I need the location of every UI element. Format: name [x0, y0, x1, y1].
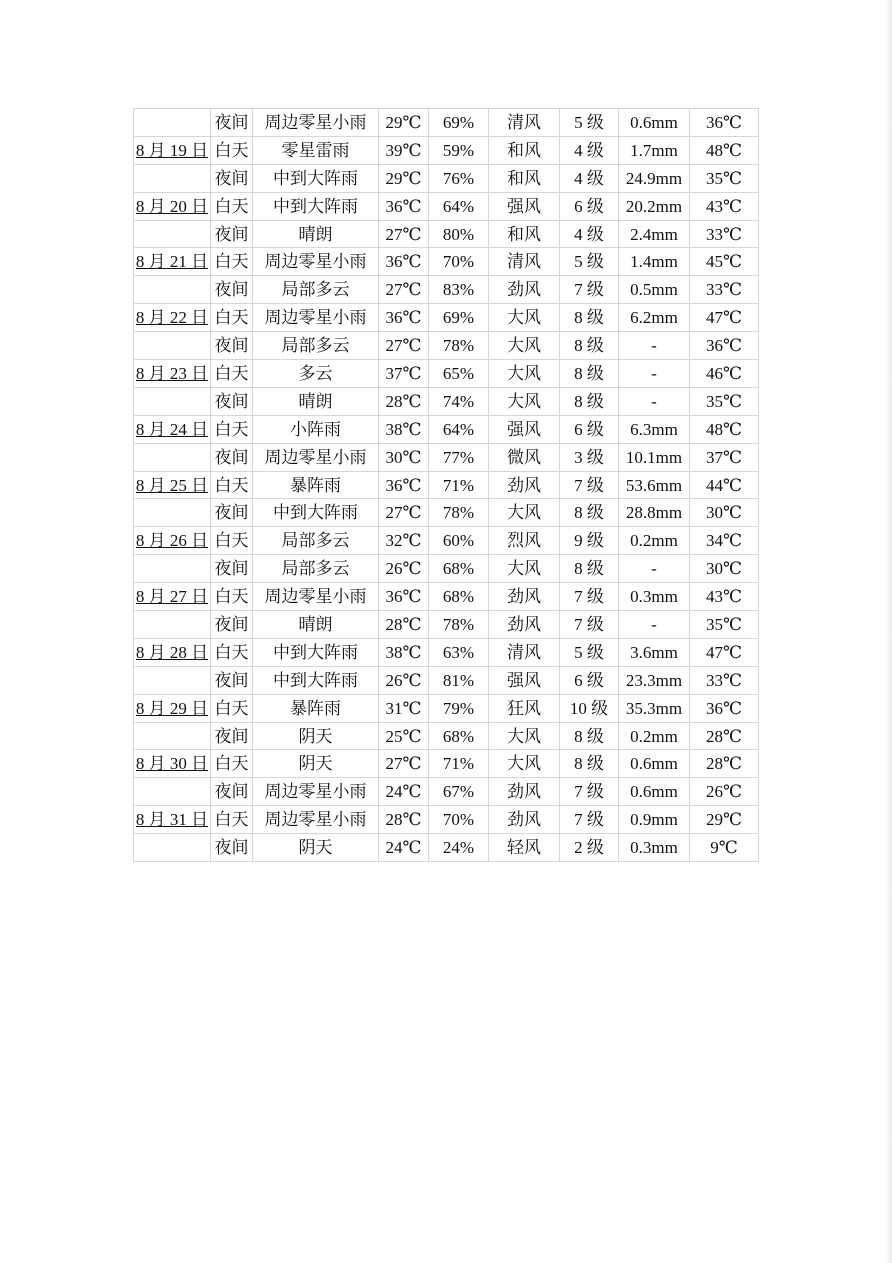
date-cell: [134, 722, 211, 750]
humidity-cell: 59%: [429, 136, 489, 164]
humidity-cell: 68%: [429, 555, 489, 583]
temperature-cell: 24℃: [379, 778, 429, 806]
weather-cell: 阴天: [253, 722, 379, 750]
table-row: [134, 611, 759, 639]
date-cell: [134, 109, 211, 137]
temperature-cell: 28℃: [379, 806, 429, 834]
temperature-cell: 27℃: [379, 220, 429, 248]
humidity-cell: 79%: [429, 694, 489, 722]
wind-cell: 和风: [489, 164, 560, 192]
precipitation-cell: 0.6mm: [619, 778, 690, 806]
weather-cell: 局部多云: [253, 555, 379, 583]
temperature-cell: 36℃: [379, 583, 429, 611]
humidity-cell: 63%: [429, 638, 489, 666]
wind-level-cell: 8 级: [560, 304, 619, 332]
precipitation-cell: 1.4mm: [619, 248, 690, 276]
weather-cell: 小阵雨: [253, 415, 379, 443]
precipitation-cell: -: [619, 555, 690, 583]
wind-cell: 和风: [489, 136, 560, 164]
wind-cell: 大风: [489, 332, 560, 360]
wind-level-cell: 8 级: [560, 499, 619, 527]
precipitation-cell: 0.6mm: [619, 750, 690, 778]
period-cell: 夜间: [211, 499, 253, 527]
table-row: [134, 109, 759, 137]
temperature-cell: 27℃: [379, 276, 429, 304]
wind-level-cell: 5 级: [560, 638, 619, 666]
wind-level-cell: 6 级: [560, 192, 619, 220]
weather-cell: 暴阵雨: [253, 694, 379, 722]
wind-cell: 劲风: [489, 806, 560, 834]
temperature-cell: 26℃: [379, 555, 429, 583]
date-cell: 8 月 29 日: [134, 694, 211, 722]
table-row: [134, 164, 759, 192]
date-cell: 8 月 28 日: [134, 638, 211, 666]
period-cell: 夜间: [211, 332, 253, 360]
temperature-cell: 39℃: [379, 136, 429, 164]
period-cell: 夜间: [211, 555, 253, 583]
temperature-cell: 36℃: [379, 192, 429, 220]
table-row: [134, 666, 759, 694]
period-cell: 白天: [211, 360, 253, 388]
humidity-cell: 70%: [429, 806, 489, 834]
wind-level-cell: 4 级: [560, 136, 619, 164]
date-cell: 8 月 19 日: [134, 136, 211, 164]
date-cell: 8 月 20 日: [134, 192, 211, 220]
precipitation-cell: -: [619, 611, 690, 639]
wind-level-cell: 8 级: [560, 750, 619, 778]
period-cell: 夜间: [211, 778, 253, 806]
table-row: [134, 192, 759, 220]
weather-cell: 中到大阵雨: [253, 164, 379, 192]
wind-level-cell: 7 级: [560, 778, 619, 806]
feels-like-cell: 43℃: [690, 583, 759, 611]
table-row: [134, 499, 759, 527]
date-cell: 8 月 27 日: [134, 583, 211, 611]
weather-cell: 周边零星小雨: [253, 109, 379, 137]
feels-like-cell: 45℃: [690, 248, 759, 276]
precipitation-cell: 6.2mm: [619, 304, 690, 332]
temperature-cell: 27℃: [379, 750, 429, 778]
feels-like-cell: 36℃: [690, 332, 759, 360]
table-row: [134, 332, 759, 360]
feels-like-cell: 28℃: [690, 722, 759, 750]
date-cell: 8 月 25 日: [134, 471, 211, 499]
weather-cell: 局部多云: [253, 332, 379, 360]
wind-cell: 烈风: [489, 527, 560, 555]
date-cell: [134, 276, 211, 304]
temperature-cell: 27℃: [379, 332, 429, 360]
wind-cell: 大风: [489, 750, 560, 778]
precipitation-cell: 20.2mm: [619, 192, 690, 220]
period-cell: 夜间: [211, 666, 253, 694]
feels-like-cell: 36℃: [690, 694, 759, 722]
period-cell: 白天: [211, 415, 253, 443]
period-cell: 夜间: [211, 722, 253, 750]
date-cell: [134, 611, 211, 639]
precipitation-cell: 6.3mm: [619, 415, 690, 443]
date-cell: [134, 443, 211, 471]
table-row: [134, 527, 759, 555]
feels-like-cell: 9℃: [690, 834, 759, 862]
feels-like-cell: 35℃: [690, 164, 759, 192]
wind-cell: 大风: [489, 499, 560, 527]
humidity-cell: 24%: [429, 834, 489, 862]
humidity-cell: 77%: [429, 443, 489, 471]
wind-cell: 清风: [489, 638, 560, 666]
period-cell: 夜间: [211, 443, 253, 471]
temperature-cell: 27℃: [379, 499, 429, 527]
feels-like-cell: 36℃: [690, 109, 759, 137]
humidity-cell: 70%: [429, 248, 489, 276]
table-row: [134, 360, 759, 388]
wind-cell: 劲风: [489, 471, 560, 499]
period-cell: 白天: [211, 527, 253, 555]
table-row: [134, 555, 759, 583]
temperature-cell: 36℃: [379, 248, 429, 276]
weather-cell: 阴天: [253, 750, 379, 778]
wind-cell: 清风: [489, 248, 560, 276]
precipitation-cell: 0.3mm: [619, 583, 690, 611]
feels-like-cell: 33℃: [690, 276, 759, 304]
precipitation-cell: 3.6mm: [619, 638, 690, 666]
table-row: [134, 722, 759, 750]
date-cell: 8 月 23 日: [134, 360, 211, 388]
period-cell: 夜间: [211, 834, 253, 862]
humidity-cell: 65%: [429, 360, 489, 388]
feels-like-cell: 43℃: [690, 192, 759, 220]
feels-like-cell: 47℃: [690, 638, 759, 666]
temperature-cell: 38℃: [379, 415, 429, 443]
table-row: [134, 248, 759, 276]
precipitation-cell: 53.6mm: [619, 471, 690, 499]
precipitation-cell: 2.4mm: [619, 220, 690, 248]
page-edge-shadow: [886, 0, 892, 1263]
feels-like-cell: 33℃: [690, 666, 759, 694]
date-cell: [134, 555, 211, 583]
precipitation-cell: 0.2mm: [619, 527, 690, 555]
humidity-cell: 71%: [429, 471, 489, 499]
period-cell: 白天: [211, 471, 253, 499]
weather-cell: 周边零星小雨: [253, 304, 379, 332]
humidity-cell: 78%: [429, 332, 489, 360]
table-row: [134, 276, 759, 304]
precipitation-cell: 0.9mm: [619, 806, 690, 834]
wind-cell: 清风: [489, 109, 560, 137]
period-cell: 白天: [211, 248, 253, 276]
temperature-cell: 28℃: [379, 611, 429, 639]
wind-level-cell: 8 级: [560, 387, 619, 415]
table-row: [134, 806, 759, 834]
wind-level-cell: 4 级: [560, 220, 619, 248]
weather-cell: 中到大阵雨: [253, 192, 379, 220]
wind-level-cell: 2 级: [560, 834, 619, 862]
wind-level-cell: 5 级: [560, 248, 619, 276]
wind-level-cell: 5 级: [560, 109, 619, 137]
wind-level-cell: 8 级: [560, 332, 619, 360]
date-cell: [134, 666, 211, 694]
wind-level-cell: 7 级: [560, 471, 619, 499]
precipitation-cell: 1.7mm: [619, 136, 690, 164]
date-cell: [134, 387, 211, 415]
temperature-cell: 26℃: [379, 666, 429, 694]
humidity-cell: 81%: [429, 666, 489, 694]
humidity-cell: 76%: [429, 164, 489, 192]
weather-cell: 周边零星小雨: [253, 248, 379, 276]
period-cell: 夜间: [211, 611, 253, 639]
feels-like-cell: 30℃: [690, 499, 759, 527]
feels-like-cell: 35℃: [690, 611, 759, 639]
precipitation-cell: 0.6mm: [619, 109, 690, 137]
feels-like-cell: 26℃: [690, 778, 759, 806]
feels-like-cell: 48℃: [690, 136, 759, 164]
humidity-cell: 68%: [429, 583, 489, 611]
weather-cell: 零星雷雨: [253, 136, 379, 164]
wind-level-cell: 6 级: [560, 415, 619, 443]
date-cell: 8 月 30 日: [134, 750, 211, 778]
feels-like-cell: 48℃: [690, 415, 759, 443]
wind-cell: 轻风: [489, 834, 560, 862]
wind-cell: 大风: [489, 555, 560, 583]
humidity-cell: 68%: [429, 722, 489, 750]
period-cell: 白天: [211, 806, 253, 834]
weather-cell: 周边零星小雨: [253, 806, 379, 834]
weather-cell: 中到大阵雨: [253, 638, 379, 666]
temperature-cell: 31℃: [379, 694, 429, 722]
precipitation-cell: 23.3mm: [619, 666, 690, 694]
table-row: [134, 304, 759, 332]
humidity-cell: 69%: [429, 304, 489, 332]
weather-cell: 多云: [253, 360, 379, 388]
period-cell: 夜间: [211, 109, 253, 137]
weather-cell: 周边零星小雨: [253, 778, 379, 806]
table-row: [134, 415, 759, 443]
feels-like-cell: 44℃: [690, 471, 759, 499]
date-cell: 8 月 31 日: [134, 806, 211, 834]
precipitation-cell: 0.3mm: [619, 834, 690, 862]
wind-level-cell: 7 级: [560, 583, 619, 611]
wind-cell: 狂风: [489, 694, 560, 722]
table-row: [134, 220, 759, 248]
period-cell: 白天: [211, 750, 253, 778]
feels-like-cell: 46℃: [690, 360, 759, 388]
wind-level-cell: 6 级: [560, 666, 619, 694]
date-cell: [134, 332, 211, 360]
wind-level-cell: 7 级: [560, 611, 619, 639]
wind-cell: 强风: [489, 415, 560, 443]
period-cell: 白天: [211, 638, 253, 666]
date-cell: [134, 834, 211, 862]
precipitation-cell: -: [619, 360, 690, 388]
period-cell: 夜间: [211, 387, 253, 415]
table-row: [134, 387, 759, 415]
wind-cell: 强风: [489, 666, 560, 694]
weather-cell: 晴朗: [253, 611, 379, 639]
temperature-cell: 36℃: [379, 471, 429, 499]
precipitation-cell: -: [619, 387, 690, 415]
table-row: [134, 583, 759, 611]
period-cell: 白天: [211, 136, 253, 164]
temperature-cell: 32℃: [379, 527, 429, 555]
feels-like-cell: 35℃: [690, 387, 759, 415]
feels-like-cell: 29℃: [690, 806, 759, 834]
feels-like-cell: 34℃: [690, 527, 759, 555]
humidity-cell: 69%: [429, 109, 489, 137]
wind-level-cell: 4 级: [560, 164, 619, 192]
weather-cell: 局部多云: [253, 276, 379, 304]
wind-cell: 劲风: [489, 611, 560, 639]
weather-cell: 中到大阵雨: [253, 666, 379, 694]
table-row: [134, 471, 759, 499]
wind-level-cell: 7 级: [560, 806, 619, 834]
wind-cell: 劲风: [489, 778, 560, 806]
table-row: [134, 778, 759, 806]
humidity-cell: 67%: [429, 778, 489, 806]
wind-level-cell: 9 级: [560, 527, 619, 555]
temperature-cell: 29℃: [379, 164, 429, 192]
wind-cell: 强风: [489, 192, 560, 220]
date-cell: [134, 499, 211, 527]
wind-level-cell: 8 级: [560, 722, 619, 750]
feels-like-cell: 47℃: [690, 304, 759, 332]
wind-level-cell: 3 级: [560, 443, 619, 471]
precipitation-cell: -: [619, 332, 690, 360]
feels-like-cell: 33℃: [690, 220, 759, 248]
weather-cell: 暴阵雨: [253, 471, 379, 499]
temperature-cell: 37℃: [379, 360, 429, 388]
temperature-cell: 24℃: [379, 834, 429, 862]
period-cell: 白天: [211, 192, 253, 220]
date-cell: [134, 164, 211, 192]
feels-like-cell: 30℃: [690, 555, 759, 583]
humidity-cell: 83%: [429, 276, 489, 304]
wind-level-cell: 8 级: [560, 360, 619, 388]
table-row: [134, 136, 759, 164]
period-cell: 白天: [211, 304, 253, 332]
date-cell: [134, 778, 211, 806]
weather-cell: 周边零星小雨: [253, 583, 379, 611]
humidity-cell: 78%: [429, 499, 489, 527]
weather-cell: 晴朗: [253, 387, 379, 415]
table-row: [134, 750, 759, 778]
weather-cell: 中到大阵雨: [253, 499, 379, 527]
precipitation-cell: 24.9mm: [619, 164, 690, 192]
period-cell: 夜间: [211, 164, 253, 192]
wind-cell: 大风: [489, 722, 560, 750]
table-row: [134, 694, 759, 722]
wind-cell: 劲风: [489, 583, 560, 611]
date-cell: [134, 220, 211, 248]
wind-cell: 大风: [489, 304, 560, 332]
temperature-cell: 36℃: [379, 304, 429, 332]
weather-table-body: [134, 109, 759, 862]
weather-cell: 阴天: [253, 834, 379, 862]
weather-cell: 周边零星小雨: [253, 443, 379, 471]
date-cell: 8 月 21 日: [134, 248, 211, 276]
temperature-cell: 38℃: [379, 638, 429, 666]
wind-cell: 和风: [489, 220, 560, 248]
precipitation-cell: 0.2mm: [619, 722, 690, 750]
humidity-cell: 80%: [429, 220, 489, 248]
date-cell: 8 月 26 日: [134, 527, 211, 555]
temperature-cell: 25℃: [379, 722, 429, 750]
temperature-cell: 29℃: [379, 109, 429, 137]
date-cell: 8 月 22 日: [134, 304, 211, 332]
wind-level-cell: 10 级: [560, 694, 619, 722]
feels-like-cell: 37℃: [690, 443, 759, 471]
table-row: [134, 834, 759, 862]
period-cell: 夜间: [211, 220, 253, 248]
wind-cell: 大风: [489, 387, 560, 415]
wind-cell: 大风: [489, 360, 560, 388]
temperature-cell: 30℃: [379, 443, 429, 471]
humidity-cell: 64%: [429, 192, 489, 220]
precipitation-cell: 0.5mm: [619, 276, 690, 304]
period-cell: 夜间: [211, 276, 253, 304]
precipitation-cell: 35.3mm: [619, 694, 690, 722]
weather-cell: 晴朗: [253, 220, 379, 248]
period-cell: 白天: [211, 694, 253, 722]
table-row: [134, 443, 759, 471]
humidity-cell: 74%: [429, 387, 489, 415]
wind-level-cell: 8 级: [560, 555, 619, 583]
precipitation-cell: 10.1mm: [619, 443, 690, 471]
weather-forecast-table: [133, 108, 759, 862]
humidity-cell: 60%: [429, 527, 489, 555]
temperature-cell: 28℃: [379, 387, 429, 415]
precipitation-cell: 28.8mm: [619, 499, 690, 527]
wind-cell: 微风: [489, 443, 560, 471]
table-row: [134, 638, 759, 666]
wind-level-cell: 7 级: [560, 276, 619, 304]
humidity-cell: 64%: [429, 415, 489, 443]
humidity-cell: 78%: [429, 611, 489, 639]
feels-like-cell: 28℃: [690, 750, 759, 778]
weather-cell: 局部多云: [253, 527, 379, 555]
wind-cell: 劲风: [489, 276, 560, 304]
date-cell: 8 月 24 日: [134, 415, 211, 443]
period-cell: 白天: [211, 583, 253, 611]
humidity-cell: 71%: [429, 750, 489, 778]
